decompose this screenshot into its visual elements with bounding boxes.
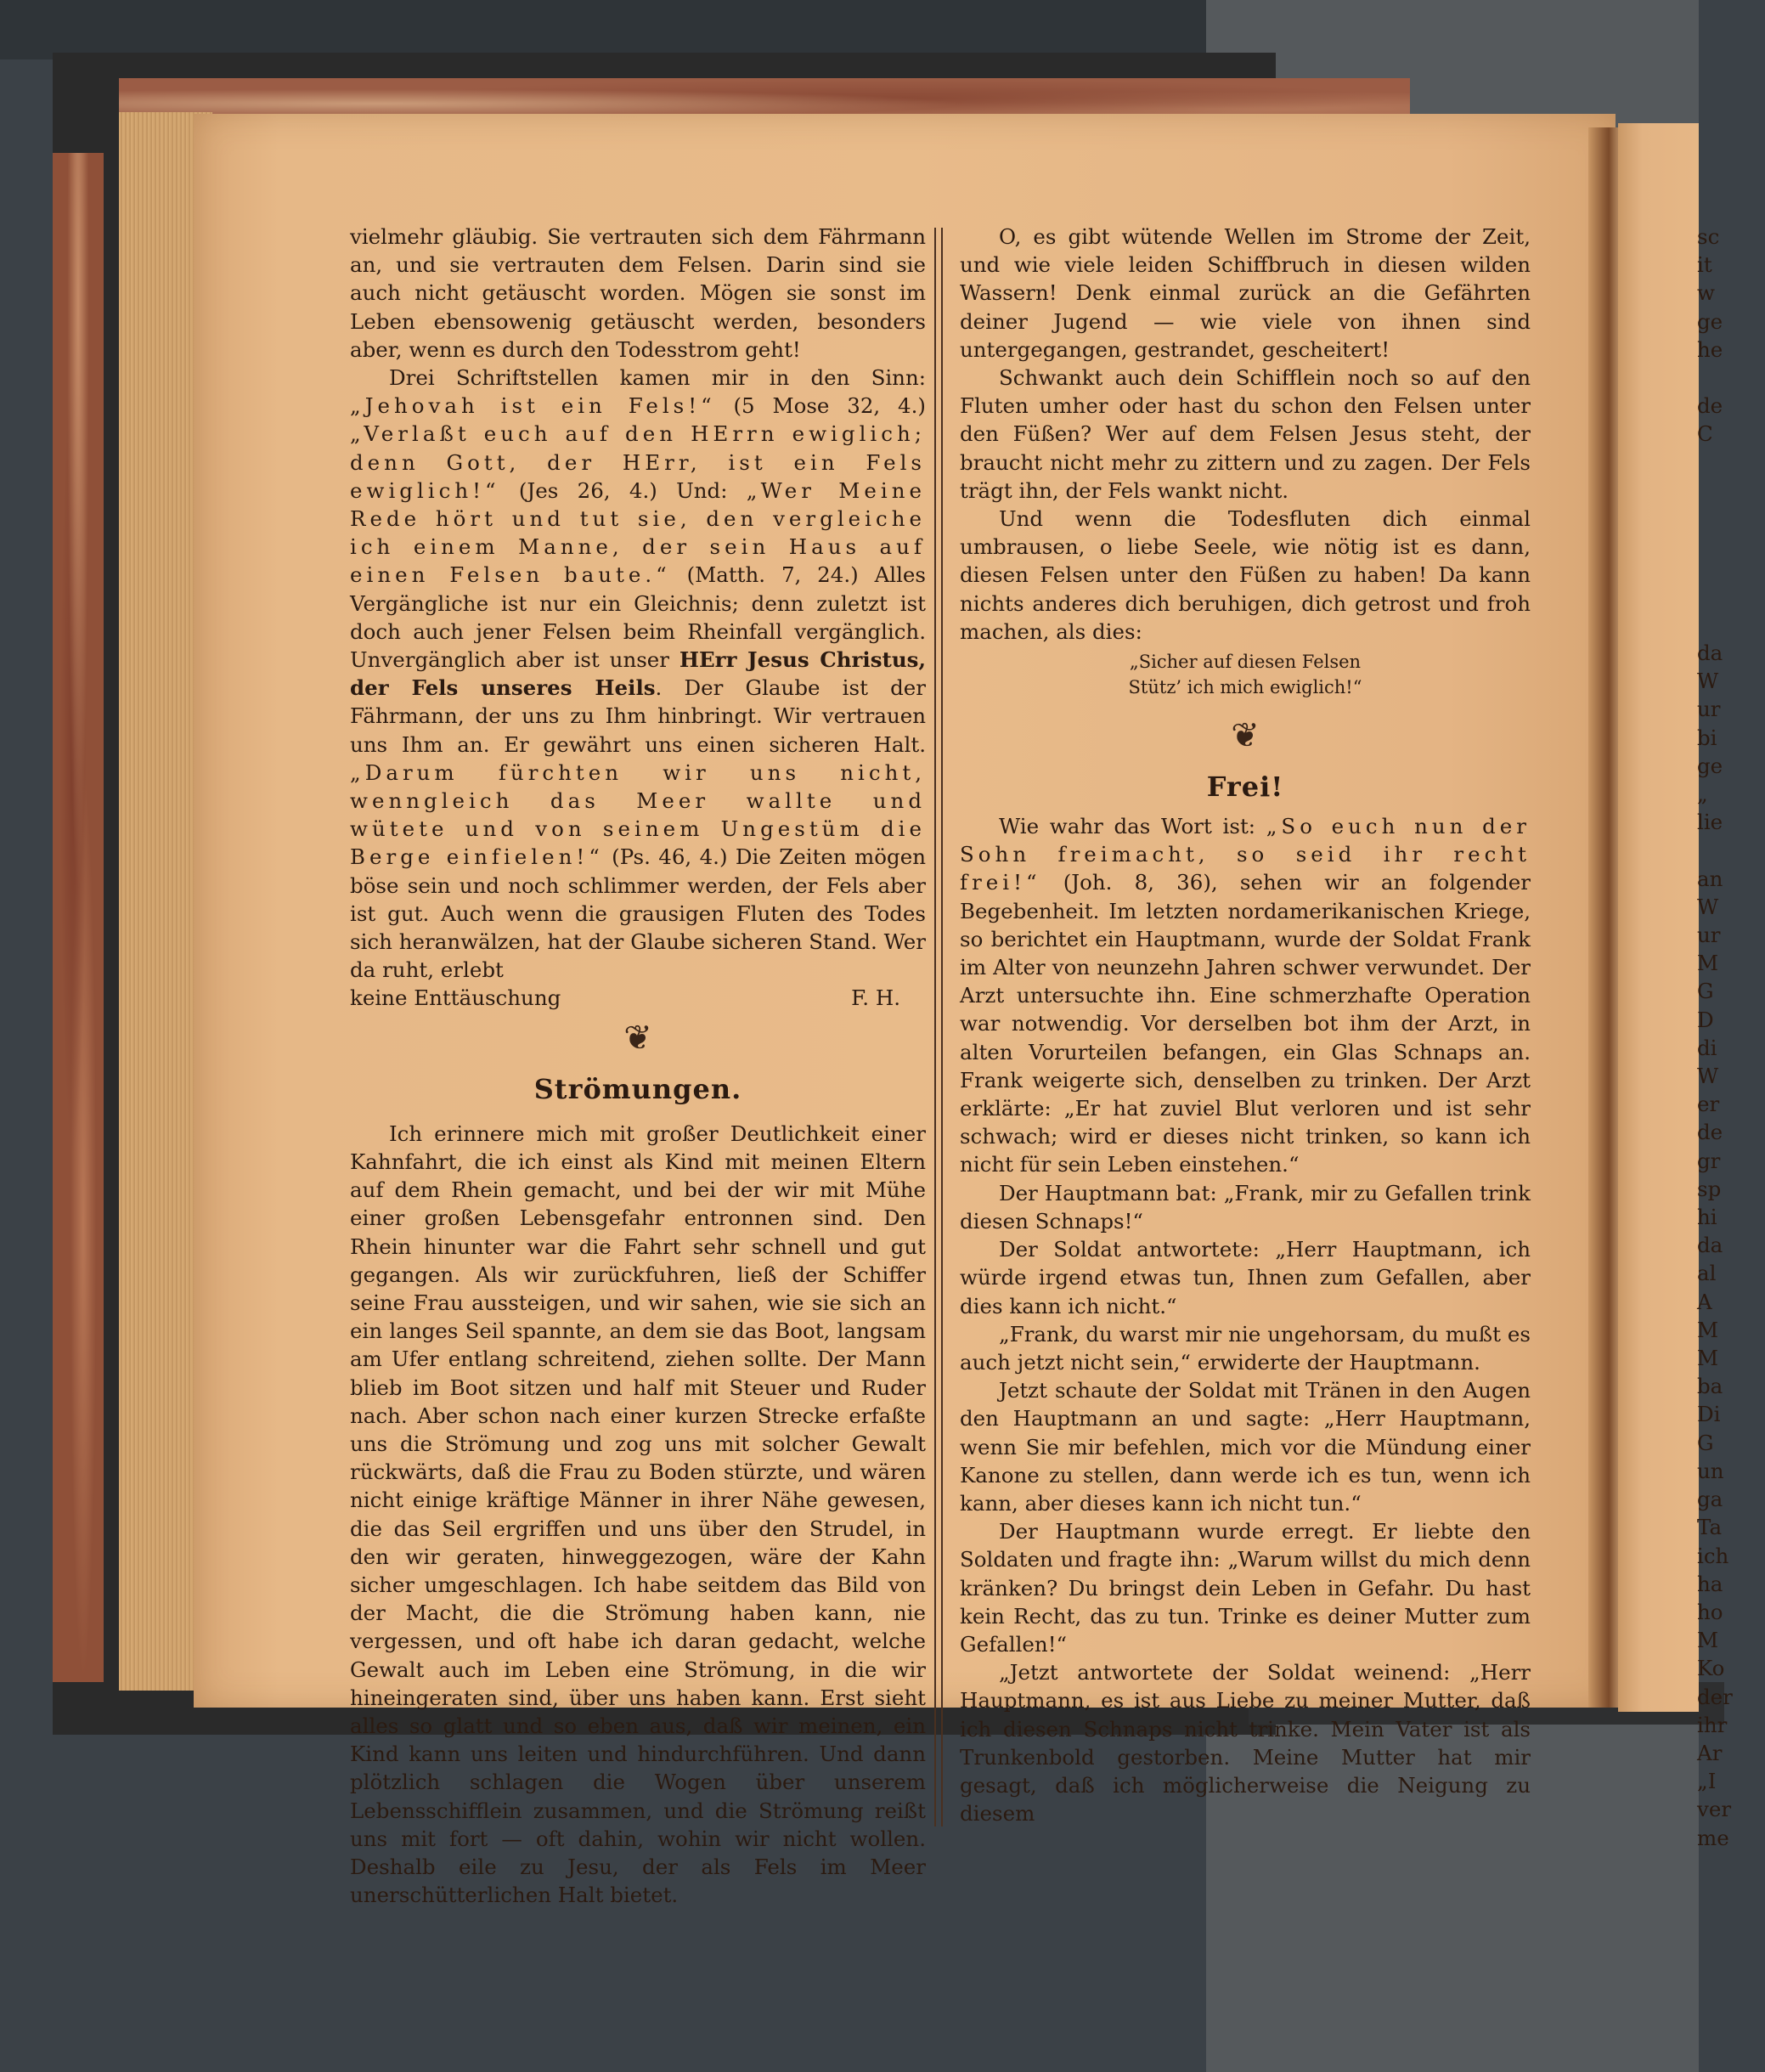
next-page-fragment: di bbox=[1697, 1035, 1717, 1060]
next-page-fragment: ur bbox=[1697, 923, 1721, 948]
quote: „Wer Meine Rede hört und tut sie, den vergleiche ich einem Manne, der sein Haus auf einen Felsen baute.“ bbox=[350, 477, 926, 588]
next-page-fragment: M bbox=[1697, 1346, 1719, 1371]
verse-line: „Sicher auf diesen Felsen bbox=[1129, 652, 1362, 673]
text: (Joh. 8, 36), sehen wir an folgender Begebenheit. Im letzten nordamerikanischen Kriege, so berichtet ein Hauptmann, wurde der Soldat Frank im Alter von neunzehn Jahren schwer verwundet. Der Arzt untersuchte ihn. Eine schmerzhafte Operation war notwendig. Vor derselben bot ihm der Arzt, in alten Vorurteilen befangen, ein Glas Schnaps an. Frank weigerte sich, denselben zu trinken. Der Arzt erklärte: „Er hat zuviel Blut verloren und ist sehr schwach; wird er dieses nicht trinken, so kann ich nicht für sein Leben einstehen.“ bbox=[960, 870, 1531, 1177]
text: (Jes 26, 4.) Und: bbox=[499, 477, 747, 503]
paragraph-scriptures bbox=[350, 364, 926, 984]
paragraph: Der Hauptmann bat: „Frank, mir zu Gefallen trink diesen Schnaps!“ bbox=[960, 1180, 1531, 1234]
next-page-fragment: de bbox=[1697, 393, 1723, 419]
next-page-fragment: ur bbox=[1697, 697, 1721, 722]
next-page bbox=[1618, 123, 1699, 1712]
ornament-icon: ❦ bbox=[623, 1018, 652, 1058]
next-page-fragment: al bbox=[1697, 1261, 1717, 1286]
quote: „Jehovah ist ein Fels!“ bbox=[350, 393, 716, 419]
quote: „So euch nun der Sohn freimacht, so seid ihr recht frei!“ bbox=[960, 814, 1531, 895]
next-page-fragment: D bbox=[1697, 1007, 1714, 1032]
next-page-fragment: M bbox=[1697, 1628, 1719, 1653]
text: . Der Glaube ist der Fährmann, der uns zu Ihm hinbringt. Wir vertrauen uns Ihm an. Er gewährt uns einen sicheren Halt. bbox=[350, 675, 926, 757]
article-heading: Frei! bbox=[1206, 771, 1284, 804]
next-page-fragment: da bbox=[1697, 1233, 1723, 1258]
paragraph bbox=[960, 812, 1531, 1179]
next-page-fragment: Ko bbox=[1697, 1656, 1725, 1681]
next-page-fragment: sc bbox=[1697, 224, 1720, 249]
paragraph: Ich erinnere mich mit großer Deutlichkeit einer Kahnfahrt, die ich einst als Kind mit meinen Eltern auf dem Rhein gemacht, und bei der wir mit Mühe einer großen Lebensgefahr entronnen sind. Den Rhein hinunter war die Fahrt sehr schnell und gut gegangen. Als wir zurückfuhren, ließ der Schiffer seine Frau aussteigen, und wir sahen, wie sie sich an ein langes Seil spannte, an dem sie das Boot, langsam am Ufer entlang schreitend, ziehen sollte. Der Mann blieb im Boot sitzen und half mit Steuer und Ruder nach. Aber schon nach einer kurzen Strecke erfaßte uns die Strömung und zog uns mit solcher Gewalt rückwärts, daß die Frau zu Boden stürzte, und wären nicht einige kräftige Männer in ihrer Nähe gewesen, die das Seil ergriffen und uns über den Strudel, in den wir geraten, hinweggezogen, wäre der Kahn sicher umgeschlagen. Ich habe seitdem das Bild von der Macht, die die Strömung haben kann, nie vergessen, und oft habe ich daran gedacht, welche Gewalt auch im Leben eine Strömung, in die wir hineingeraten sind, über uns haben kann. Erst sieht alles so glatt und so eben aus, daß wir meinen, ein Kind kann uns leiten und hindurchführen. Und dann plötzlich schlagen die Wogen über unserem Lebensschifflein zusammen, und die Strömung reißt uns mit fort — oft dahin, wohin wir nicht wollen. Deshalb eile zu Jesu, der als Fels im Meer unerschütterlichen Halt bietet. bbox=[350, 1121, 926, 1908]
paragraph: Jetzt schaute der Soldat mit Tränen in den Augen den Hauptmann an und sagte: „Herr Hauptmann, wenn Sie mir befehlen, mich vor die Mündung einer Kanone zu stellen, dann werde ich es tun, wenn ich kann, aber dieses kann ich nicht tun.“ bbox=[960, 1378, 1531, 1516]
next-page-fragment: ga bbox=[1697, 1487, 1723, 1512]
column-divider bbox=[934, 228, 943, 1826]
verse-quote bbox=[960, 649, 1531, 700]
paragraph: „Jetzt antwortete der Soldat weinend: „Herr Hauptmann, es ist aus Liebe zu meiner Mutter, daß ich diesen Schnaps nicht trinke. Mein Vater ist als Trunkenbold gestorben. Meine Mutter hat mir gesagt, daß ich möglicherweise die Neigung zu diesem bbox=[960, 1660, 1531, 1826]
next-page-fragment: Ta bbox=[1697, 1515, 1723, 1540]
next-page-fragment: C bbox=[1697, 421, 1713, 447]
next-page-fragment bbox=[1697, 364, 1765, 392]
emphasis: HErr Jesus Christus, der Fels unseres Heils bbox=[350, 647, 926, 701]
next-page-fragment bbox=[1697, 836, 1765, 864]
next-page-fragment: Di bbox=[1697, 1402, 1721, 1427]
next-page-fragment: „ bbox=[1697, 782, 1708, 807]
book-gutter bbox=[1588, 127, 1622, 1708]
next-page-fragment: M bbox=[1697, 951, 1719, 976]
next-page-fragment: er bbox=[1697, 1092, 1720, 1117]
next-page-fragment: ihr bbox=[1697, 1712, 1728, 1737]
paragraph: O, es gibt wütende Wellen im Strome der Zeit, und wie viele leiden Schiffbruch in diesen wilden Wassern! Denk einmal zurück an die Gefährten deiner Jugend — wie viele von ihnen sind untergegangen, gestrandet, gescheitert! bbox=[960, 224, 1531, 362]
paragraph: Schwankt auch dein Schifflein noch so auf den Fluten umher oder hast du schon den Felsen unter den Füßen? Wer auf dem Felsen Jesus steht, der braucht nicht mehr zu zittern und zu zagen. Der Fels trägt ihn, der Fels wankt nicht. bbox=[960, 365, 1531, 503]
next-page-fragment: hi bbox=[1697, 1205, 1717, 1230]
next-page-fragment: da bbox=[1697, 641, 1723, 665]
column-left bbox=[350, 223, 926, 1909]
next-page-fragment: an bbox=[1697, 866, 1723, 891]
verse-line: Stütz’ ich mich ewiglich!“ bbox=[1128, 677, 1362, 698]
ornament-icon: ❦ bbox=[1231, 716, 1260, 756]
next-page-fragment: W bbox=[1697, 669, 1719, 694]
next-page-fragment: Ar bbox=[1697, 1740, 1723, 1765]
next-page-fragment: lie bbox=[1697, 810, 1723, 835]
text: (5 Mose 32, 4.) bbox=[715, 393, 926, 419]
next-page-fragment: gr bbox=[1697, 1148, 1721, 1173]
next-page-fragment: bi bbox=[1697, 725, 1717, 750]
next-page-fragment: ver bbox=[1697, 1797, 1732, 1822]
signature-row bbox=[350, 984, 926, 1012]
next-page-fragment: ich bbox=[1697, 1543, 1729, 1568]
next-page-text-main bbox=[1697, 639, 1765, 1852]
next-page-fragment: it bbox=[1697, 252, 1712, 278]
next-page-fragment: ge bbox=[1697, 753, 1723, 778]
next-page-fragment: A bbox=[1697, 1289, 1712, 1314]
quote: „Darum fürchten wir uns nicht, wenngleich das Meer wallte und wütete und von seinem Ungestüm die Berge einfielen!“ bbox=[350, 759, 926, 870]
text: keine Enttäuschung bbox=[350, 985, 561, 1011]
author-signature: F. H. bbox=[851, 985, 900, 1011]
paragraph: vielmehr gläubig. Sie vertrauten sich dem Fährmann an, und sie vertrauten dem Felsen. Darin sind sie auch nicht getäuscht worden. Mögen sie sonst im Leben ebensowenig getäuscht werden, besonders aber, wenn es durch den Todesstrom geht! bbox=[350, 224, 926, 362]
marbled-edge-left bbox=[53, 153, 104, 1682]
next-page-fragment: un bbox=[1697, 1458, 1724, 1483]
next-page-fragment: sp bbox=[1697, 1176, 1722, 1201]
next-page-fragment: ba bbox=[1697, 1374, 1723, 1399]
text: (Matth. 7, 24.) Alles Vergängliche ist nur ein Gleichnis; denn zuletzt ist doch auch jener Felsen beim Rheinfall vergänglich. Unvergänglich aber ist unser bbox=[350, 562, 926, 673]
text: Drei Schriftstellen kamen mir in den Sinn: bbox=[389, 365, 926, 391]
text: Wie wahr das Wort ist: bbox=[999, 814, 1266, 839]
next-page-fragment: M bbox=[1697, 1317, 1719, 1342]
paragraph: „Frank, du warst mir nie ungehorsam, du mußt es auch jetzt nicht sein,“ erwiderte der Hauptmann. bbox=[960, 1321, 1531, 1375]
next-page-fragment: W bbox=[1697, 1064, 1719, 1089]
next-page-fragment: me bbox=[1697, 1825, 1729, 1850]
next-page-fragment: de bbox=[1697, 1120, 1723, 1145]
next-page-fragment: „I bbox=[1697, 1769, 1717, 1794]
next-page-fragment: ha bbox=[1697, 1571, 1723, 1596]
paragraph: Der Soldat antwortete: „Herr Hauptmann, ich würde irgend etwas tun, Ihnen zum Gefallen, aber dies kann ich nicht.“ bbox=[960, 1237, 1531, 1318]
next-page-fragment: der bbox=[1697, 1684, 1733, 1709]
next-page-fragment: G bbox=[1697, 1430, 1714, 1455]
next-page-fragment: ho bbox=[1697, 1599, 1723, 1624]
column-right bbox=[960, 223, 1531, 1827]
next-page-fragment: ge bbox=[1697, 308, 1723, 334]
paragraph: Und wenn die Todesfluten dich einmal umbrausen, o liebe Seele, wie nötig ist es dann, diesen Felsen unter den Füßen zu haben! Da kann nichts anderes dich beruhigen, dich getrost und froh machen, als dies: bbox=[960, 506, 1531, 644]
article-heading: Strömungen. bbox=[533, 1072, 742, 1105]
next-page-fragment: G bbox=[1697, 979, 1714, 1004]
quote: „Verlaßt euch auf den HErrn ewiglich; denn Gott, der HErr, ist ein Fels ewiglich!“ bbox=[350, 421, 926, 503]
paragraph: Der Hauptmann wurde erregt. Er liebte den Soldaten und fragte ihn: „Warum willst du mich denn kränken? Du bringst dein Leben in Gefahr. Du hast kein Recht, das zu tun. Trinke es deiner Mutter zum Gefallen!“ bbox=[960, 1519, 1531, 1657]
next-page-text-top bbox=[1697, 223, 1765, 449]
next-page-fragment: he bbox=[1697, 336, 1723, 362]
next-page-fragment: w bbox=[1697, 280, 1715, 306]
text: (Ps. 46, 4.) Die Zeiten mögen böse sein und noch schlimmer werden, der Fels aber ist gut. Auch wenn die grausigen Fluten des Todes sich heranwälzen, hat der Glaube sicheren Stand. Wer da ruht, erlebt bbox=[350, 844, 926, 983]
next-page-fragment: W bbox=[1697, 894, 1719, 919]
